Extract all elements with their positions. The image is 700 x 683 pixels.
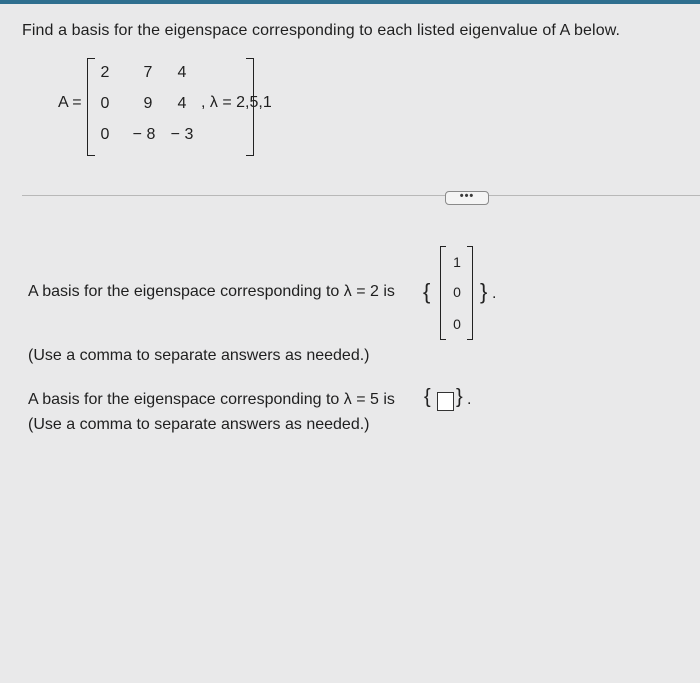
matrix-cell: − 3 [170,126,194,143]
matrix-cell: 4 [177,64,187,81]
question-text: Find a basis for the eigenspace corresponding to each listed eigenvalue of A below. [22,22,621,39]
answer-1-period: . [492,285,497,302]
vector-right-bracket [467,246,473,340]
vector-entry: 1 [453,254,461,270]
set-brace-close-icon: } [456,386,463,408]
matrix-a [58,58,318,162]
answer-1-prompt: A basis for the eigenspace corresponding to λ = 2 is [28,283,395,300]
answer-2-period: . [467,391,472,408]
more-options-button[interactable]: ••• [445,191,489,205]
basis-answer-input[interactable] [437,392,454,411]
vector-left-bracket [440,246,446,340]
matrix-cell: 4 [177,95,187,112]
set-brace-close-icon: } [480,279,488,304]
basis-vector-answer[interactable] [440,246,474,340]
matrix-cell: 0 [100,95,110,112]
hint-text-1: (Use a comma to separate answers as needed.) [28,347,370,364]
top-accent-bar [0,0,700,4]
matrix-cell: 2 [100,64,110,81]
hint-text-2: (Use a comma to separate answers as needed.) [28,416,370,433]
matrix-cell: − 8 [132,126,156,143]
eigenvalue-list: , λ = 2,5,1 [201,94,272,111]
matrix-cell: 0 [100,126,110,143]
matrix-cell: 9 [143,95,153,112]
matrix-cell: 7 [143,64,153,81]
vector-entry: 0 [453,284,461,300]
section-divider [22,195,700,196]
set-brace-open-icon: { [424,386,431,408]
matrix-label: A = [58,94,82,111]
set-brace-open-icon: { [423,279,431,304]
answer-2-prompt: A basis for the eigenspace corresponding to λ = 5 is [28,391,395,408]
vector-entry: 0 [453,316,461,332]
